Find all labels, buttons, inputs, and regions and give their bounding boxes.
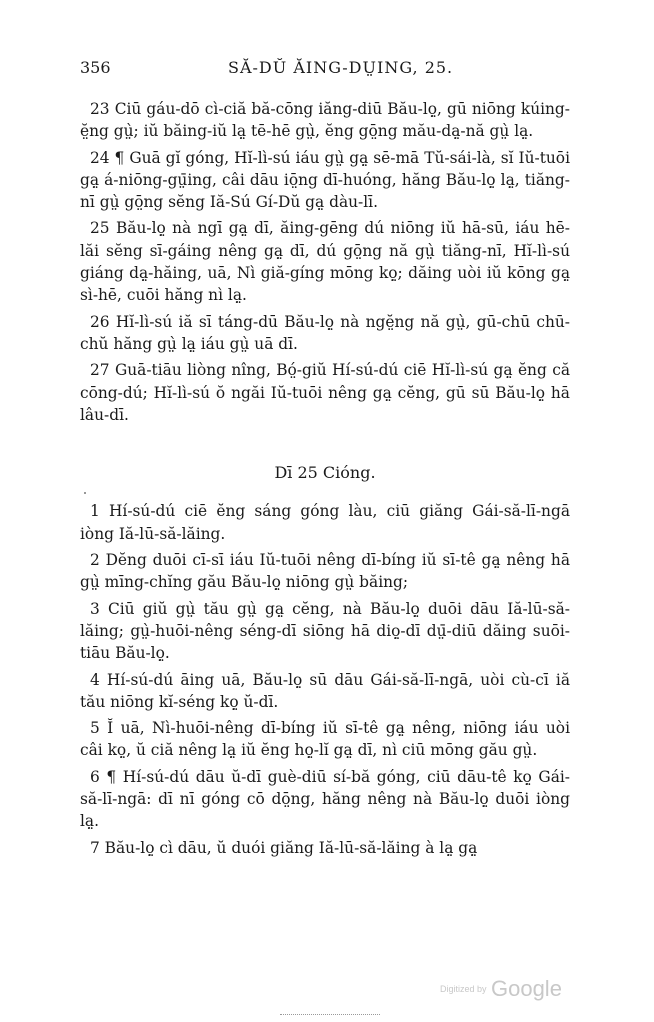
verse-6: 6 ¶ Hí-sú-dú dāu ŭ-dī guè-diū sí-bă góng, ciū dāu-tê kọ̤ Gái-să-lī-ngā: dī nī góng cō dō̤ng, hăng nêng nà Bău-lọ̤ duōi iòng lạ̤. [80, 767, 570, 831]
verse-24: 24 ¶ Guā gĭ góng, Hĭ-lì-sú iáu gṳ̀ gạ̤ sē-mā Tŭ-sái-là, sĭ Iŭ-tuōi gạ̤ á-niōng-gṳ̄ing, câi dāu iō̤ng dī-huóng, hăng Bău-lọ̤ lạ̤, tiăng-nī gṳ̀ gō̤ng sĕng Iă-Sú Gí-Dŭ gạ̤ dàu-lī. [80, 148, 570, 212]
verse-25: 25 Bău-lọ̤ nà ngī gạ̤ dī, ăing-gēng dú niōng iŭ hā-sū, iáu hē-lăi sĕng sī-gáing nêng gạ̤ dī, dú gō̤ng nă gṳ̀ tiăng-nī, Hĭ-lì-sú giáng dạ̤-hăing, uā, Nì giă-gíng mōng kọ̤; dăing uòi iŭ kōng gạ̤ sì-hē, cuōi hăng nì lạ̤. [80, 219, 570, 305]
digitized-watermark [440, 976, 562, 1002]
verse-2: 2 Dĕng duōi cī-sī iáu Iŭ-tuōi nêng dī-bíng iŭ sī-tê gạ̤ nêng hā gṳ̀ mīng-chĭng gău Bău-lọ̤ niōng gṳ̀ băing; [80, 551, 570, 592]
page-number: 356 [80, 58, 111, 77]
verse-3: 3 Ciū giŭ gṳ̀ tău gṳ̀ gạ̤ cĕng, nà Bău-lọ̤ duōi dāu Iă-lū-să-lăing; gṳ̀-huōi-nêng séng-dī siōng hā diọ̤-dī dṳ̄-diū dăing suōi-tiāu Bău-lọ̤. [80, 599, 570, 663]
verse-1: 1 Hí-sú-dú ciē ĕng sáng góng làu, ciū giăng Gái-să-lī-ngā iòng Iă-lū-să-lăing. [80, 502, 570, 543]
verse-7: 7 Bău-lọ̤ cì dāu, ŭ duói giăng Iă-lū-să-lăing à lạ̤ gạ̤ [90, 838, 478, 857]
chapter-heading: Dī 25 Cióng. [274, 463, 376, 483]
ink-speck [84, 492, 86, 494]
watermark-brand: Google [490, 976, 562, 1001]
verse-4: 4 Hí-sú-dú āing uā, Bău-lọ̤ sū dāu Gái-să-lī-ngā, uòi cù-cī iă tău niōng kĭ-séng kọ̤ ŭ-dī. [80, 670, 570, 711]
verse-5: 5 Ĭ uā, Nì-huōi-nêng dī-bíng iŭ sī-tê gạ̤ nêng, niōng iáu uòi câi kọ̤, ŭ ciă nêng lạ̤ iŭ ĕng họ̤-lĭ gạ̤ dī, nì ciū mōng gău gṳ̀. [80, 719, 570, 760]
verse-26: 26 Hĭ-lì-sú iă sī táng-dū Bău-lọ̤ nà ngĕ̤ng nă gṳ̀, gū-chū chū-chŭ hăng gṳ̀ lạ̤ iáu gṳ̀ uā dī. [80, 312, 570, 353]
watermark-prefix: Digitized by [440, 984, 487, 994]
page-body [80, 98, 570, 863]
verse-23: 23 Ciū gáu-dō cì-ciă bă-cōng iăng-diū Bău-lọ̤, gū niōng kúing-ĕ̤ng gṳ̀; iŭ băing-iŭ lạ̤ tē-hē gṳ̀, ĕng gō̤ng mău-dạ̤-nă gṳ̀ lạ̤. [80, 100, 570, 141]
verse-27: 27 Guā-tiāu liòng nîng, Bó̤-giŭ Hí-sú-dú ciē Hĭ-lì-sú gạ̤ ĕng că cōng-dú; Hĭ-lì-sú ŏ ngăi Iŭ-tuōi nêng gạ̤ cĕng, gū sū Bău-lọ̤ hā lâu-dī. [80, 361, 570, 424]
running-title: SĂ-DŬ ĂING-DṲING, 25. [228, 58, 454, 77]
running-header [80, 58, 570, 82]
bleed-through-trace [280, 1014, 380, 1018]
